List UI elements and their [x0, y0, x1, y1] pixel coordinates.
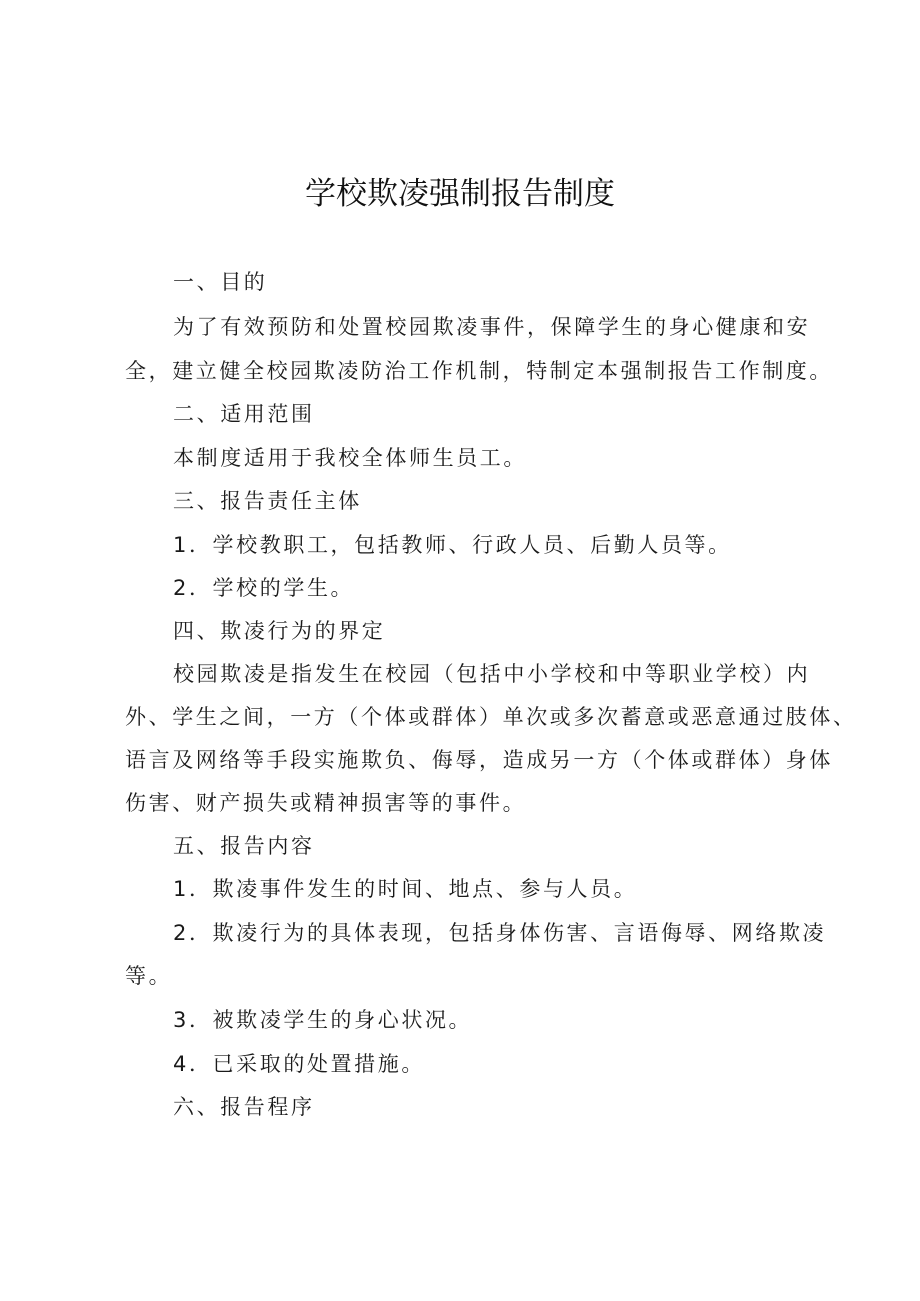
paragraph-line: 校园欺凌是指发生在校园（包括中小学校和中等职业学校）内: [173, 662, 811, 686]
list-item: 4．已采取的处置措施。: [173, 1052, 425, 1076]
paragraph-line: 为了有效预防和处置校园欺凌事件，保障学生的身心健康和安: [173, 315, 811, 339]
paragraph-line: 语言及网络等手段实施欺负、侮辱，造成另一方（个体或群体）身体: [125, 748, 833, 772]
section-heading-scope: 二、适用范围: [173, 402, 315, 426]
list-item: 1．欺凌事件发生的时间、地点、参与人员。: [173, 877, 638, 901]
document-title: 学校欺凌强制报告制度: [305, 176, 615, 212]
section-heading-report-content: 五、报告内容: [173, 834, 315, 858]
list-item: 3．被欺凌学生的身心状况。: [173, 1008, 473, 1032]
section-heading-report-procedure: 六、报告程序: [173, 1095, 315, 1119]
list-item: 1．学校教职工，包括教师、行政人员、后勤人员等。: [173, 533, 732, 557]
section-heading-purpose: 一、目的: [173, 270, 268, 294]
section-heading-responsible-parties: 三、报告责任主体: [173, 489, 362, 513]
paragraph-line: 伤害、财产损失或精神损害等的事件。: [125, 791, 527, 815]
list-item: 2．欺凌行为的具体表现，包括身体伤害、言语侮辱、网络欺凌: [173, 921, 827, 945]
paragraph-line: 本制度适用于我校全体师生员工。: [173, 446, 527, 470]
paragraph-line: 外、学生之间，一方（个体或群体）单次或多次蓄意或恶意通过肢体、: [125, 705, 857, 729]
section-heading-bullying-definition: 四、欺凌行为的界定: [173, 619, 386, 643]
list-item-continuation: 等。: [125, 964, 173, 988]
list-item: 2．学校的学生。: [173, 576, 355, 600]
paragraph-line: 全，建立健全校园欺凌防治工作机制，特制定本强制报告工作制度。: [125, 359, 833, 383]
